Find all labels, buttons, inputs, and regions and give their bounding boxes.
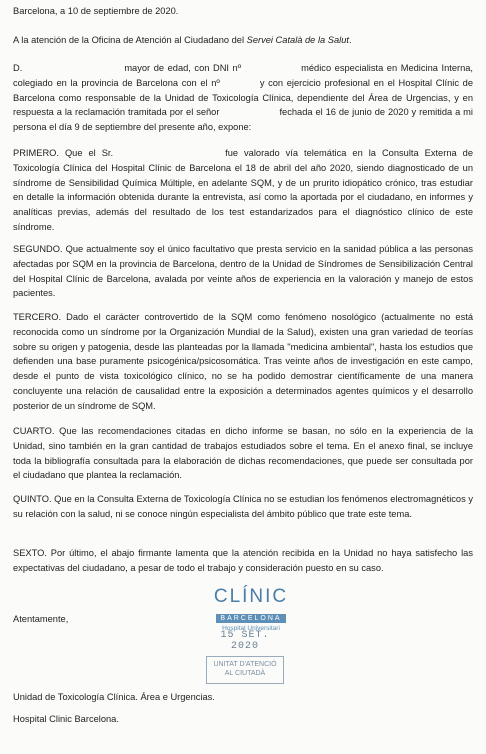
date-line: Barcelona, a 10 de septiembre de 2020. bbox=[13, 6, 179, 16]
unit-stamp-line-2: AL CIUTADÀ bbox=[224, 670, 266, 677]
intro-text-2: mayor de edad, con DNI nº bbox=[124, 63, 242, 73]
primero-text-2: fue valorado vía telemática en la Consulta Externa de Toxicología Clínica del Hospital Clínic de Barcelona el 18 de abril del año 2020, siendo diagnosticado de un síndrome de Sensibilidad Química Múltiple, en adelante SQM, y de un prurito idiopático crónico, tras estudiar en detalle la información obtenida durante la entrevista, así como la aportada por el ciudadano, en informes y analíticas previas, además del resultado de los test estandarizados para el diagnóstico clínico de este síndrome. bbox=[13, 148, 473, 232]
attention-line bbox=[13, 33, 473, 48]
attention-entity: Servei Català de la Salut bbox=[246, 35, 349, 45]
intro-text-5: fechada el 16 de junio de 2020 y remitida a mi persona el día 9 de septiembre del presente año, expone: bbox=[13, 107, 473, 133]
paragraph-cuarto: CUARTO. Que las recomendaciones citadas en dicho informe se basan, no sólo en la experiencia de la Unidad, sino también en la gran cantidad de trabajos estudiados sobre el tema. En el anexo final, se incluye toda la bibliografía consultada para la elaboración de dichas recomendaciones, que puede ser consultada por el ciudadano que plantea la reclamación. bbox=[13, 426, 473, 481]
closing-line: Atentamente, bbox=[13, 614, 69, 624]
signature-hospital: Hospital Clinic Barcelona. bbox=[13, 714, 119, 724]
logo-subtitle-2: Hospital Universitari bbox=[222, 625, 280, 632]
signature-unit: Unidad de Toxicología Clínica. Área e Urgencias. bbox=[13, 692, 215, 702]
attention-prefix: A la atención de la Oficina de Atención al Ciudadano del bbox=[13, 35, 247, 45]
intro-text-1: D. bbox=[13, 63, 23, 73]
unit-stamp bbox=[206, 656, 284, 684]
paragraph-segundo: SEGUNDO. Que actualmente soy el único facultativo que presta servicio en la sanidad pública a las personas afectadas por SQM en la provincia de Barcelona, dentro de la Unidad de Síndromes de Sensibilización Central del Hospital Clínic de Barcelona, avalada por veinte años de experiencia en la valoración y manejo de estos pacientes. bbox=[13, 244, 473, 299]
attention-suffix: . bbox=[348, 35, 352, 45]
paragraph-tercero: TERCERO. Dado el carácter controvertido de la SQM como fenómeno nosológico (actualmente no está reconocida como un síndrome por la Organización Mundial de la Salud), existen una gran variedad de teorías sobre su origen y patogenia, desde las planteadas por la llamada "medicina ambiental", hasta los estudios que defienden una base puramente psicogénica/psicosomática. Tras veinte años de investigación en este campo, desde el punto de vista toxicológico clínico, no se ha podido demostrar científicamente de una manera concluyente una relación de causalidad entre la exposición a determinados agentes químicos y el desarrollo posterior de un síndrome de SQM. bbox=[13, 312, 473, 411]
logo-name: CLÍNIC bbox=[213, 586, 289, 607]
primero-text-1: PRIMERO. Que el Sr. bbox=[13, 148, 114, 158]
intro-paragraph bbox=[13, 61, 473, 135]
paragraph-sexto: SEXTO. Por último, el abajo firmante lamenta que la atención recibida en la Unidad no haya satisfecho las expectativas del ciudadano, a pesar de todo el trabajo y consideración puesto en su caso. bbox=[13, 548, 473, 573]
intro-text-3: médico especialista en Medicina Interna, colegiado en la provincia de Barcelona con el nº bbox=[13, 63, 474, 88]
unit-stamp-line-1: UNITAT D'ATENCIÓ bbox=[213, 661, 277, 668]
paragraph-primero bbox=[13, 146, 473, 235]
logo-subtitle: BARCELONA bbox=[216, 614, 285, 623]
intro-text-4: y con ejercicio profesional en el Hospital Clínic de Barcelona como responsable de la Unidad de Toxicología Clínica, dependiente del Área de Urgencias, y en respuesta a la reclamación tramitada por el señor bbox=[13, 77, 474, 118]
paragraph-quinto: QUINTO. Que en la Consulta Externa de Toxicología Clínica no se estudian los fenómenos electromagnéticos y su relación con la salud, ni se conoce ningún especialista del ámbito público que trate este tema. bbox=[13, 494, 473, 519]
date-stamp: 15 SET. 2020 bbox=[220, 630, 270, 652]
